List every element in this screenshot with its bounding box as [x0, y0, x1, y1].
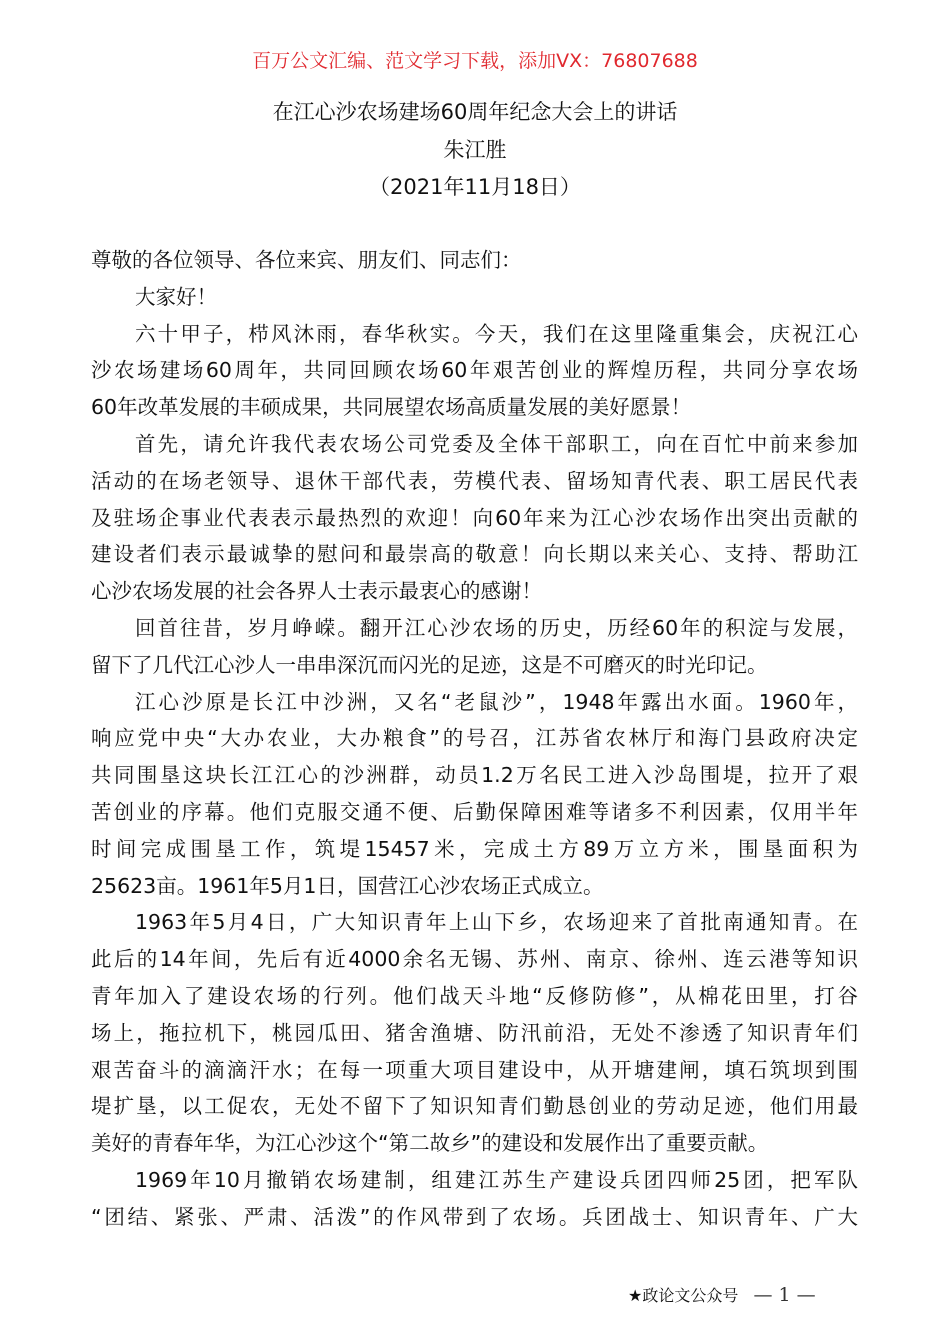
paragraph-line: 首先，请允许我代表农场公司党委及全体干部职工，向在百忙中前来参加: [135, 431, 858, 456]
paragraph-line: 25623亩。1961年5月1日，国营江心沙农场正式成立。: [91, 873, 604, 898]
document-body: [91, 242, 858, 1236]
paragraph-line: 响应党中央“大办农业，大办粮食”的号召，江苏省农林厅和海门县政府决定: [91, 726, 858, 751]
speech-date: （2021年11月18日）: [369, 175, 581, 199]
paragraph-line: 场上，拖拉机下，桃园瓜田、猪舍渔塘、防汛前沿，无处不渗透了知识青年们: [91, 1020, 858, 1045]
paragraph-line: 回首往昔，岁月峥嵘。翻开江心沙农场的历史，历经60年的积淀与发展，: [135, 615, 858, 640]
paragraph: [91, 316, 858, 426]
paragraph: [91, 1162, 858, 1236]
paragraph: [91, 684, 858, 905]
paragraph-line: 及驻场企事业代表表示最热烈的欢迎！向60年来为江心沙农场作出突出贡献的: [91, 505, 858, 530]
paragraph-line: 留下了几代江心沙人一串串深沉而闪光的足迹，这是不可磨灭的时光印记。: [91, 652, 768, 677]
paragraph-line: 时间完成围垦工作，筑堤15457米，完成土方89万立方米，围垦面积为: [91, 836, 858, 861]
paragraph-line: 六十甲子，栉风沐雨，春华秋实。今天，我们在这里隆重集会，庆祝江心: [135, 321, 858, 346]
paragraph: [91, 279, 858, 316]
paragraph: [91, 426, 858, 610]
paragraph-line: 美好的青春年华，为江心沙这个“第二故乡”的建设和发展作出了重要贡献。: [91, 1131, 769, 1156]
paragraph-line: 堤扩垦，以工促农，无处不留下了知识知青们勤恳创业的劳动足迹，他们用最: [91, 1094, 858, 1119]
paragraph-line: 尊敬的各位领导、各位来宾、朋友们、同志们：: [91, 248, 522, 272]
paragraph-line: 1963年5月4日，广大知识青年上山下乡，农场迎来了首批南通知青。在: [135, 910, 858, 935]
paragraph-line: 60年改革发展的丰硕成果，共同展望农场高质量发展的美好愿景！: [91, 395, 692, 420]
paragraph-line: 江心沙原是长江中沙洲，又名“老鼠沙”，1948年露出水面。1960年，: [135, 689, 858, 714]
paragraph-line: 青年加入了建设农场的行列。他们战天斗地“反修防修”，从棉花田里，打谷: [91, 983, 858, 1008]
paragraph: [91, 904, 858, 1162]
paragraph-line: 沙农场建场60周年，共同回顾农场60年艰苦创业的辉煌历程，共同分享农场: [91, 358, 858, 383]
paragraph-line: 心沙农场发展的社会各界人士表示最衷心的感谢！: [91, 579, 542, 604]
paragraph-line: 共同围垦这块长江江心的沙洲群，动员1.2万名民工进入沙岛围堤，拉开了艰: [91, 763, 858, 788]
paragraph-line: 活动的在场老领导、退休干部代表，劳模代表、留场知青代表、职工居民代表: [91, 468, 858, 493]
paragraph-line: “团结、紧张、严肃、活泼”的作风带到了农场。兵团战士、知识青年、广大: [91, 1204, 858, 1229]
paragraph-line: 苦创业的序幕。他们克服交通不便、后勤保障困难等诸多不利因素，仅用半年: [91, 799, 858, 824]
paragraph-line: 艰苦奋斗的滴滴汗水；在每一项重大项目建设中，从开塘建闸，填石筑坝到围: [91, 1057, 858, 1082]
watermark-banner: 百万公文汇编、范文学习下载，添加VX：76807688: [252, 50, 698, 72]
paragraph-line: 建设者们表示最诚挚的慰问和最崇高的敬意！向长期以来关心、支持、帮助江: [91, 542, 858, 567]
paragraph-line: 1969年10月撤销农场建制，组建江苏生产建设兵团四师25团，把军队: [135, 1167, 858, 1192]
footer-source: ★政论文公众号: [628, 1286, 739, 1305]
page-footer: [628, 1283, 816, 1306]
document-title: 在江心沙农场建场60周年纪念大会上的讲话: [272, 100, 678, 124]
page-number: — 1 —: [753, 1284, 816, 1306]
paragraph-line: 大家好！: [135, 284, 217, 309]
paragraph: [91, 610, 858, 684]
paragraph-line: 此后的14年间，先后有近4000余名无锡、苏州、南京、徐州、连云港等知识: [91, 947, 858, 972]
author: 朱江胜: [443, 138, 507, 162]
paragraph: [91, 242, 858, 279]
